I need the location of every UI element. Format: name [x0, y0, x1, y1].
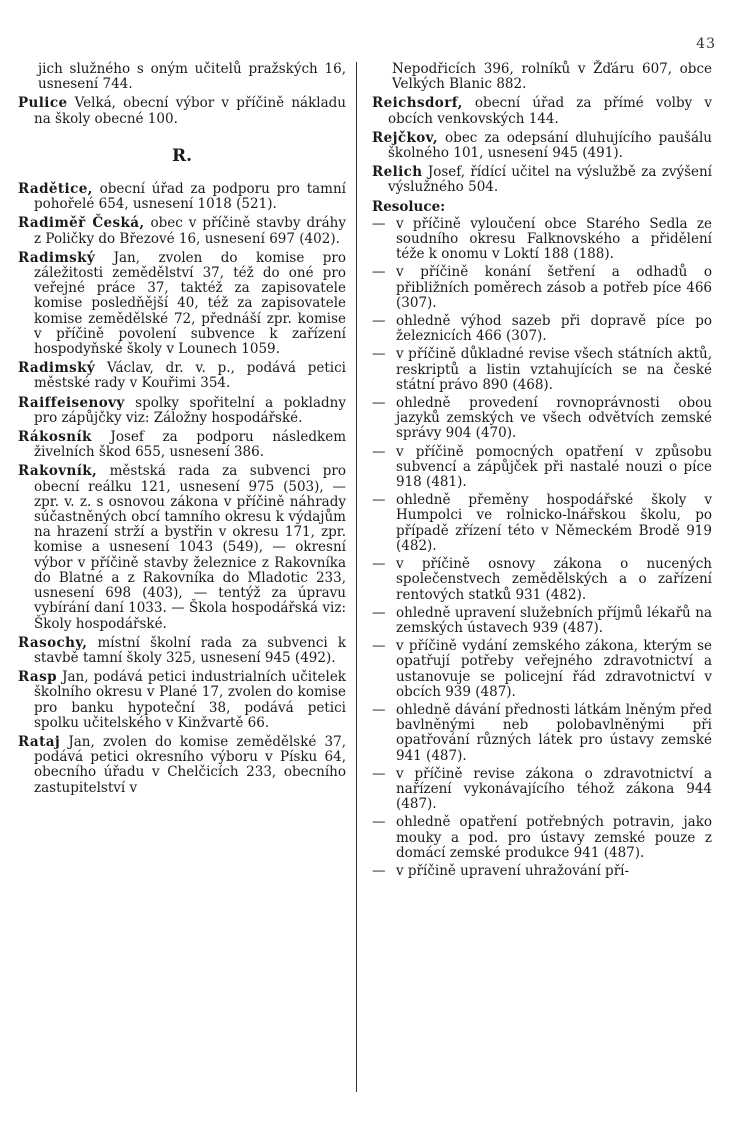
- entry-text: obec v příčině stavby dráhy z Poličky do Březové 16, usnesení 697 (402).: [34, 215, 346, 247]
- entry-head: Radětice,: [18, 181, 93, 198]
- dash-marker: —: [372, 264, 386, 281]
- index-entry: [18, 430, 346, 460]
- dash-marker: —: [372, 215, 386, 232]
- resolutions-heading: Resoluce:: [372, 198, 446, 215]
- index-entry: [372, 165, 712, 195]
- entry-head: Rejčkov,: [372, 129, 438, 146]
- dash-marker: —: [372, 765, 386, 782]
- resolution-text: v příčině osnovy zákona o nucených společenstvech zemědělských a o zařízení rentových statků 931 (482).: [396, 556, 712, 603]
- resolution-text: ohledně opatření potřebných potravin, jako mouky a pod. pro ústavy zemské pouze z domácí zemské produkce 941 (487).: [396, 814, 712, 861]
- resolution-item: [372, 396, 712, 442]
- entry-head: Relich: [372, 164, 423, 181]
- resolution-item: [372, 703, 712, 764]
- entry-head: Reichsdorf,: [372, 95, 463, 112]
- index-entry: [372, 96, 712, 126]
- dash-marker: —: [372, 492, 386, 509]
- index-entry: [18, 735, 346, 796]
- entry-text: spolky spořitelní a pokladny pro zápůjčky viz: Záložny hospodářské.: [34, 394, 346, 426]
- entry-text: Jan, podává petici industrialních učitelek školního okresu v Plané 17, zvolen do komise pro banku hypoteční 38, podává petici spolku učitelského v Kinžvartě 66.: [34, 669, 346, 731]
- entry-head: Radimský: [18, 249, 96, 266]
- resolution-text: v příčině konání šetření a odhadů o přibližních poměrech zásob a potřeb píce 466 (307).: [396, 264, 712, 311]
- dash-marker: —: [372, 313, 386, 330]
- dash-marker: —: [372, 556, 386, 573]
- resolution-item: [372, 767, 712, 813]
- resolution-text: ohledně výhod sazeb při dopravě píce po železnicích 466 (307).: [396, 313, 712, 345]
- entry-continuation: jich služného s oným učitelů pražských 16, usnesení 744.: [38, 61, 346, 93]
- dash-marker: —: [372, 346, 386, 363]
- resolution-text: ohledně provedení rovnoprávnosti obou jazyků zemských ve všech odvětvích zemské správy 904 (470).: [396, 395, 712, 442]
- dash-marker: —: [372, 395, 386, 412]
- resolution-text: v příčině pomocných opatření v způsobu subvencí a zápůjček při nastalé nouzi o píce 918 (481).: [396, 443, 712, 491]
- index-entry: [18, 396, 346, 426]
- entry-text: obecní úřad za přímé volby v obcích venkovských 144.: [388, 95, 712, 127]
- entry-text: Jan, zvolen do komise zemědělské 37, podává petici okresního výboru v Písku 64, obecního úřadu v Chelčicích 233, obecního zastupitelství v: [34, 733, 346, 796]
- dash-marker: —: [372, 814, 386, 831]
- index-entry: [18, 464, 346, 631]
- dash-marker: —: [372, 701, 386, 718]
- resolution-item: [372, 347, 712, 393]
- entry-text: Josef, řídící učitel na výslužbě za zvýšení výslužného 504.: [388, 164, 712, 196]
- entry-text: obecní úřad za podporu pro tamní pohořelé 654, usnesení 1018 (521).: [34, 181, 346, 213]
- resolution-item: [372, 606, 712, 636]
- index-entry: [372, 131, 712, 161]
- index-entry: [18, 670, 346, 731]
- entry-continuation: Nepodřicích 396, rolníků v Žďáru 607, obce Velkých Blanic 882.: [392, 61, 712, 93]
- column-divider: [356, 62, 357, 1092]
- index-entry: [18, 251, 346, 357]
- dash-marker: —: [372, 862, 386, 879]
- entry-head: Rasochy,: [18, 634, 88, 651]
- entry-head: Radiměř Česká,: [18, 215, 145, 232]
- entry-head: Rákosník: [18, 429, 92, 446]
- entry-head: Raiffeisenovy: [18, 394, 125, 411]
- resolution-text: v příčině důkladné revise všech státních aktů, reskriptů a listin vztahujících se na české státní právo 890 (468).: [396, 346, 712, 393]
- index-entry: [18, 636, 346, 666]
- resolution-item: [372, 815, 712, 861]
- right-column: [372, 62, 712, 882]
- entry-text: Josef za podporu následkem živelních škod 655, usnesení 386.: [34, 429, 346, 461]
- left-column: [18, 62, 346, 800]
- dash-marker: —: [372, 638, 386, 655]
- entry-text: Václav, dr. v. p., podává petici městské rady v Kouřimi 354.: [34, 360, 346, 392]
- entry-head: Radimský: [18, 360, 96, 377]
- entry-head: Rakovník,: [18, 463, 98, 480]
- resolution-text: v příčině revise zákona o zdravotnictví a nařízení vykonávajícího téhož zákona 944 (487).: [396, 765, 712, 813]
- resolution-item: [372, 639, 712, 700]
- letter-heading: R.: [171, 145, 193, 166]
- entry-text: Velká, obecní výbor v příčině nákladu na školy obecné 100.: [34, 95, 346, 127]
- resolution-text: v příčině vydání zemského zákona, kterým se opatřují potřeby veřejného zdravotnictví a ustanovuje se policejní řád zdravotnictví v obcích 939 (487).: [396, 638, 712, 700]
- resolution-item: [372, 493, 712, 554]
- entry-head: Pulice: [18, 95, 68, 112]
- entry-head: Rataj: [18, 733, 61, 750]
- resolution-text: v příčině vyloučení obce Starého Sedla ze soudního okresu Falknovského a přidělení téže k onomu v Loktí 188 (188).: [396, 215, 712, 263]
- dash-marker: —: [372, 443, 386, 460]
- resolution-text: v příčině upravení uhražování pří-: [396, 862, 630, 879]
- resolution-text: ohledně přeměny hospodářské školy v Humpolci ve rolnicko-lnářskou školu, po případě zřízení této v Německém Brodě 919 (482).: [396, 492, 712, 554]
- resolution-item: [372, 557, 712, 603]
- resolution-text: ohledně upravení služebních příjmů lékařů na zemských ústavech 939 (487).: [396, 604, 712, 636]
- index-entry: [18, 361, 346, 391]
- resolution-item: [372, 314, 712, 344]
- resolution-item: [372, 445, 712, 491]
- page-number: 43: [696, 36, 716, 52]
- entry-text: Jan, zvolen do komise pro záležitosti zemědělství 37, též do oné pro veřejné práce 37, taktéž za zapisovatele komise posledňější 40, též za zapisovatele komise zemědělské 72, přednáší zpr. komise v příčině povolení subvence k zařízení hospodyňské školy v Lounech 1059.: [34, 249, 346, 358]
- resolution-item: [372, 217, 712, 263]
- entry-text: obec za odepsání dluhujícího paušálu školného 101, usnesení 945 (491).: [388, 129, 713, 162]
- resolution-text: ohledně dávání přednosti látkám lněným před bavlněnými neb polobavlněnými při opatřování různých látek pro ústavy zemské 941 (487).: [396, 701, 712, 764]
- entry-text: městská rada za subvenci pro obecní reálku 121, usnesení 975 (503), — zpr. v. z. s osnovou zákona v příčině náhrady súčastněných obcí tamního okresu k výdajům na hrazení strží a bystřin v okresu 171, zpr. komise a usnesení 1043 (549), — okresní výbor v příčině stavby železnice z Rakovníka do Blatné a z Rakovníka do Mladotic 233, usnesení 698 (403), — tentýž za úpravu vybírání daní 1033. — Škola hospodářská viz: Školy hospodářské.: [34, 463, 347, 632]
- index-entry: [18, 96, 346, 126]
- dash-marker: —: [372, 604, 386, 621]
- index-entry: [18, 182, 346, 212]
- index-entry: [18, 216, 346, 246]
- resolution-item: [372, 864, 712, 879]
- entry-head: Rasp: [18, 669, 57, 686]
- resolution-item: [372, 265, 712, 311]
- entry-text: místní školní rada za subvenci k stavbě tamní školy 325, usnesení 945 (492).: [34, 634, 347, 666]
